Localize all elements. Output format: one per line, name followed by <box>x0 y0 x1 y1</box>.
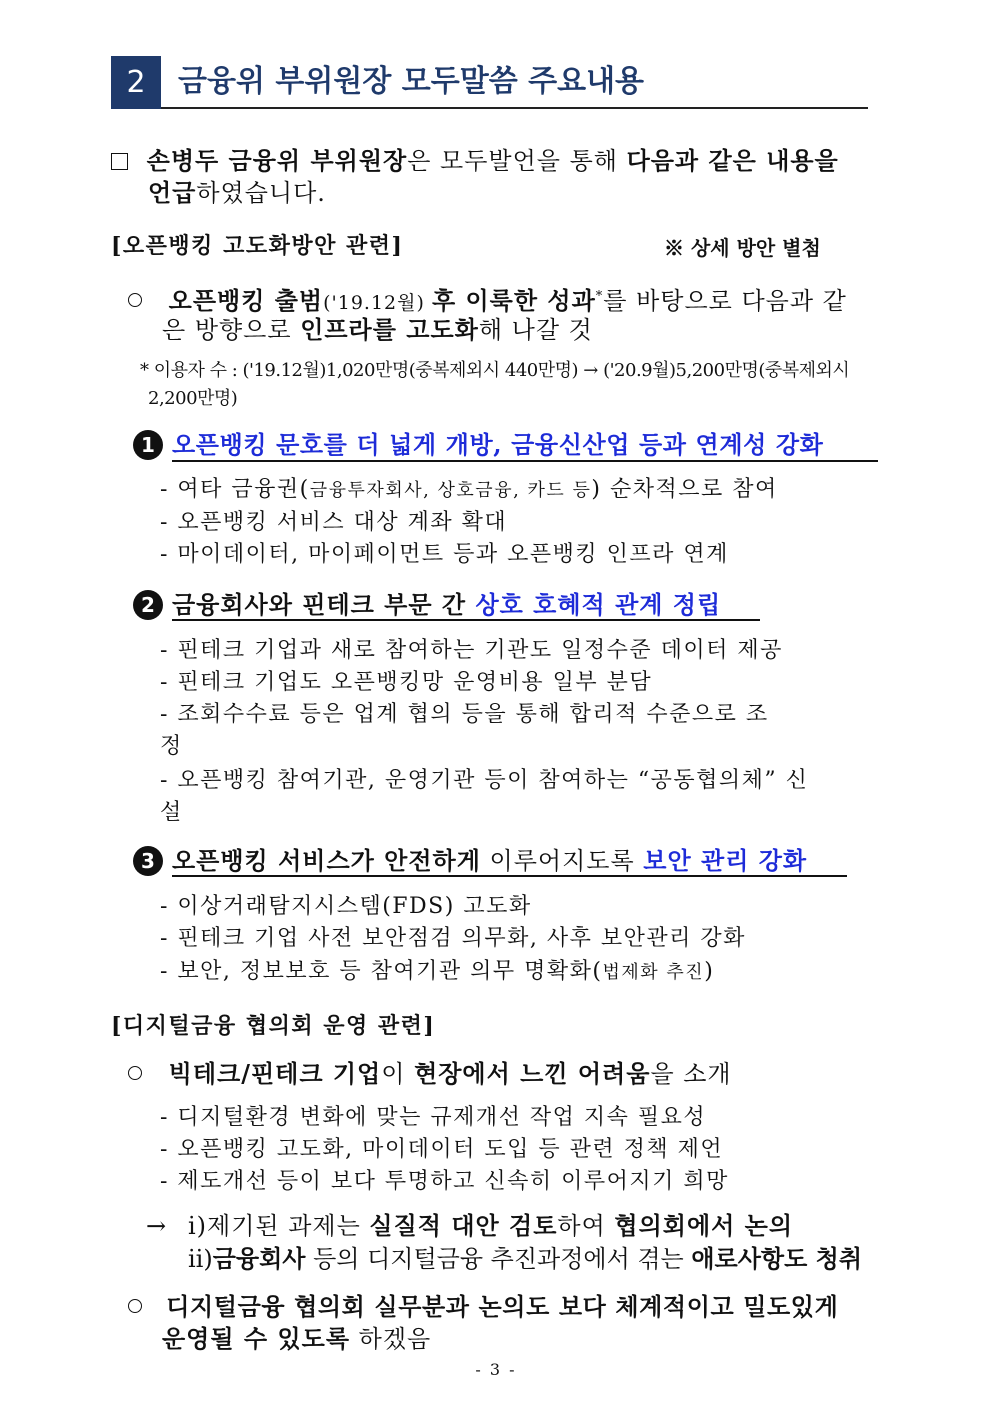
item-3-bullet-3 <box>160 958 714 987</box>
response-2-b: 금융회사 <box>212 1244 306 1273</box>
footnote-line-2: 2,200만명) <box>148 388 238 409</box>
bullet-text: - 여타 금융권( <box>160 477 310 502</box>
bullet-text: - 보안, 정보보호 등 참여기관 의무 명확화( <box>160 959 603 984</box>
intro-line-1 <box>111 146 839 176</box>
digital-point-2-line-2 <box>162 1324 431 1354</box>
item-1-underline <box>172 460 878 462</box>
item-3-underline <box>172 875 847 877</box>
item-3-bullet-2: - 핀테크 기업 사전 보안점검 의무화, 사후 보안관리 강화 <box>160 926 746 951</box>
item-1-bullet-3: - 마이데이터, 마이페이먼트 등과 오픈뱅킹 인프라 연계 <box>160 542 729 567</box>
response-1-b: 실질적 대안 검토 <box>369 1211 558 1240</box>
digital-point-2-text: 디지털금융 협의회 실무분과 논의도 보다 체계적이고 밀도있게 <box>166 1292 839 1321</box>
bullet-text-end: ) 순차적으로 참여 <box>591 477 778 502</box>
digital-point-1-d: 을 소개 <box>650 1060 732 1088</box>
point-emph-g: 인프라를 고도화 <box>300 315 479 344</box>
item-2-bullet-3-cont: 정 <box>160 734 183 759</box>
point-text-h: 해 나갈 것 <box>478 316 593 344</box>
number-bullet-2-icon: 2 <box>133 590 163 620</box>
item-2-heading <box>172 590 721 620</box>
intro-emph: 다음과 같은 내용을 <box>626 146 839 175</box>
item-3-heading-c: 보안 관리 강화 <box>643 846 808 875</box>
open-banking-header: [오픈뱅킹 고도화방안 관련] <box>111 233 404 259</box>
checkbox-square-icon <box>111 153 128 170</box>
digital-point-1-b: 이 <box>381 1060 415 1088</box>
item-3-heading-a: 오픈뱅킹 서비스가 안전하게 <box>172 846 481 875</box>
bullet-text-end: ) <box>704 959 715 984</box>
section-number-badge: 2 <box>111 56 161 109</box>
point-emph-c: 후 이룩한 성과 <box>431 286 596 315</box>
digital-bullet-2: - 오픈뱅킹 고도화, 마이데이터 도입 등 관련 정책 제언 <box>160 1137 724 1162</box>
intro-emph-2: 언급 <box>148 178 197 207</box>
item-1-bullet-2: - 오픈뱅킹 서비스 대상 계좌 확대 <box>160 510 508 535</box>
item-2-heading-b: 상호 호혜적 관계 정립 <box>475 590 722 619</box>
number-bullet-3-icon: 3 <box>133 846 163 876</box>
digital-point-1-a: 빅테크/핀테크 기업 <box>168 1059 382 1088</box>
intro-speaker: 손병두 금융위 부위원장 <box>146 146 408 175</box>
circle-bullet-icon <box>128 1299 142 1313</box>
digital-bullet-1: - 디지털환경 변화에 맞는 규제개선 작업 지속 필요성 <box>160 1105 707 1130</box>
digital-point-2-line-1 <box>128 1292 838 1322</box>
item-2-heading-a: 금융회사와 핀테크 부문 간 <box>172 590 476 619</box>
bullet-small-text: 금융투자회사, 상호금융, 카드 등 <box>309 480 592 501</box>
item-2-bullet-4: - 오픈뱅킹 참여기관, 운영기관 등이 참여하는 “공동협의체” 신 <box>160 768 809 793</box>
item-2-bullet-1: - 핀테크 기업과 새로 참여하는 기관도 일정수준 데이터 제공 <box>160 638 783 663</box>
arrow-icon: → <box>146 1212 168 1240</box>
reference-note: ※ 상세 방안 별첨 <box>664 236 821 260</box>
item-1-heading: 오픈뱅킹 문호를 더 넓게 개방, 금융신산업 등과 연계성 강화 <box>172 430 824 459</box>
intro-line-2 <box>148 178 326 208</box>
item-3-heading-b: 이루어지도록 <box>480 847 644 875</box>
digital-finance-header: [디지털금융 협의회 운영 관련] <box>111 1013 436 1039</box>
footnote-line-1: * 이용자 수 : ('19.12월)1,020만명(중복제외시 440만명) → ('20.9월)5,200만명(중복제외시 <box>140 360 850 381</box>
digital-bullet-3: - 제도개선 등이 보다 투명하고 신속히 이루어지기 희망 <box>160 1169 729 1194</box>
point-text-e: 를 바탕으로 다음과 같 <box>603 287 847 315</box>
circle-bullet-icon <box>128 293 142 307</box>
digital-point-1 <box>128 1059 732 1089</box>
footnote-marker: * <box>595 289 604 304</box>
response-2 <box>188 1244 862 1274</box>
item-2-underline <box>172 619 760 621</box>
point-date: ('19.12월) <box>323 292 432 314</box>
response-1-d: 협의회에서 논의 <box>614 1211 794 1240</box>
open-banking-point-line-1 <box>128 282 847 318</box>
bullet-small-text: 법제화 추진 <box>602 962 705 983</box>
item-2-bullet-4-cont: 설 <box>160 800 183 825</box>
open-banking-point-line-2 <box>162 315 593 345</box>
response-2-a: ⅱ) <box>188 1245 213 1273</box>
digital-point-2-end: 하겠음 <box>350 1325 432 1353</box>
number-bullet-1-icon: 1 <box>133 430 163 460</box>
response-1 <box>188 1211 793 1241</box>
point-text-f: 은 방향으로 <box>162 316 301 344</box>
response-2-d: 애로사항도 청취 <box>691 1244 863 1273</box>
intro-text: 은 모두발언을 통해 <box>407 147 627 175</box>
intro-text-2: 하였습니다. <box>196 179 326 207</box>
section-underline <box>161 107 868 109</box>
digital-point-1-c: 현장에서 느낀 어려움 <box>414 1059 651 1088</box>
response-1-a: ⅰ)제기된 과제는 <box>188 1212 370 1240</box>
item-2-bullet-2: - 핀테크 기업도 오픈뱅킹망 운영비용 일부 분담 <box>160 670 653 695</box>
circle-bullet-icon <box>128 1066 142 1080</box>
digital-point-2-emph: 운영될 수 있도록 <box>162 1324 350 1353</box>
item-3-bullet-1: - 이상거래탐지시스템(FDS) 고도화 <box>160 894 532 919</box>
section-title: 금융위 부위원장 모두말씀 주요내용 <box>178 64 645 99</box>
page-number: - 3 - <box>475 1360 517 1379</box>
response-1-c: 하여 <box>557 1212 615 1240</box>
item-2-bullet-3: - 조회수수료 등은 업계 협의 등을 통해 합리적 수준으로 조 <box>160 702 769 727</box>
item-3-heading <box>172 846 807 876</box>
item-1-bullet-1 <box>160 476 778 505</box>
point-emph-a: 오픈뱅킹 출범 <box>168 286 324 315</box>
response-2-c: 등의 디지털금융 추진과정에서 겪는 <box>305 1245 692 1273</box>
